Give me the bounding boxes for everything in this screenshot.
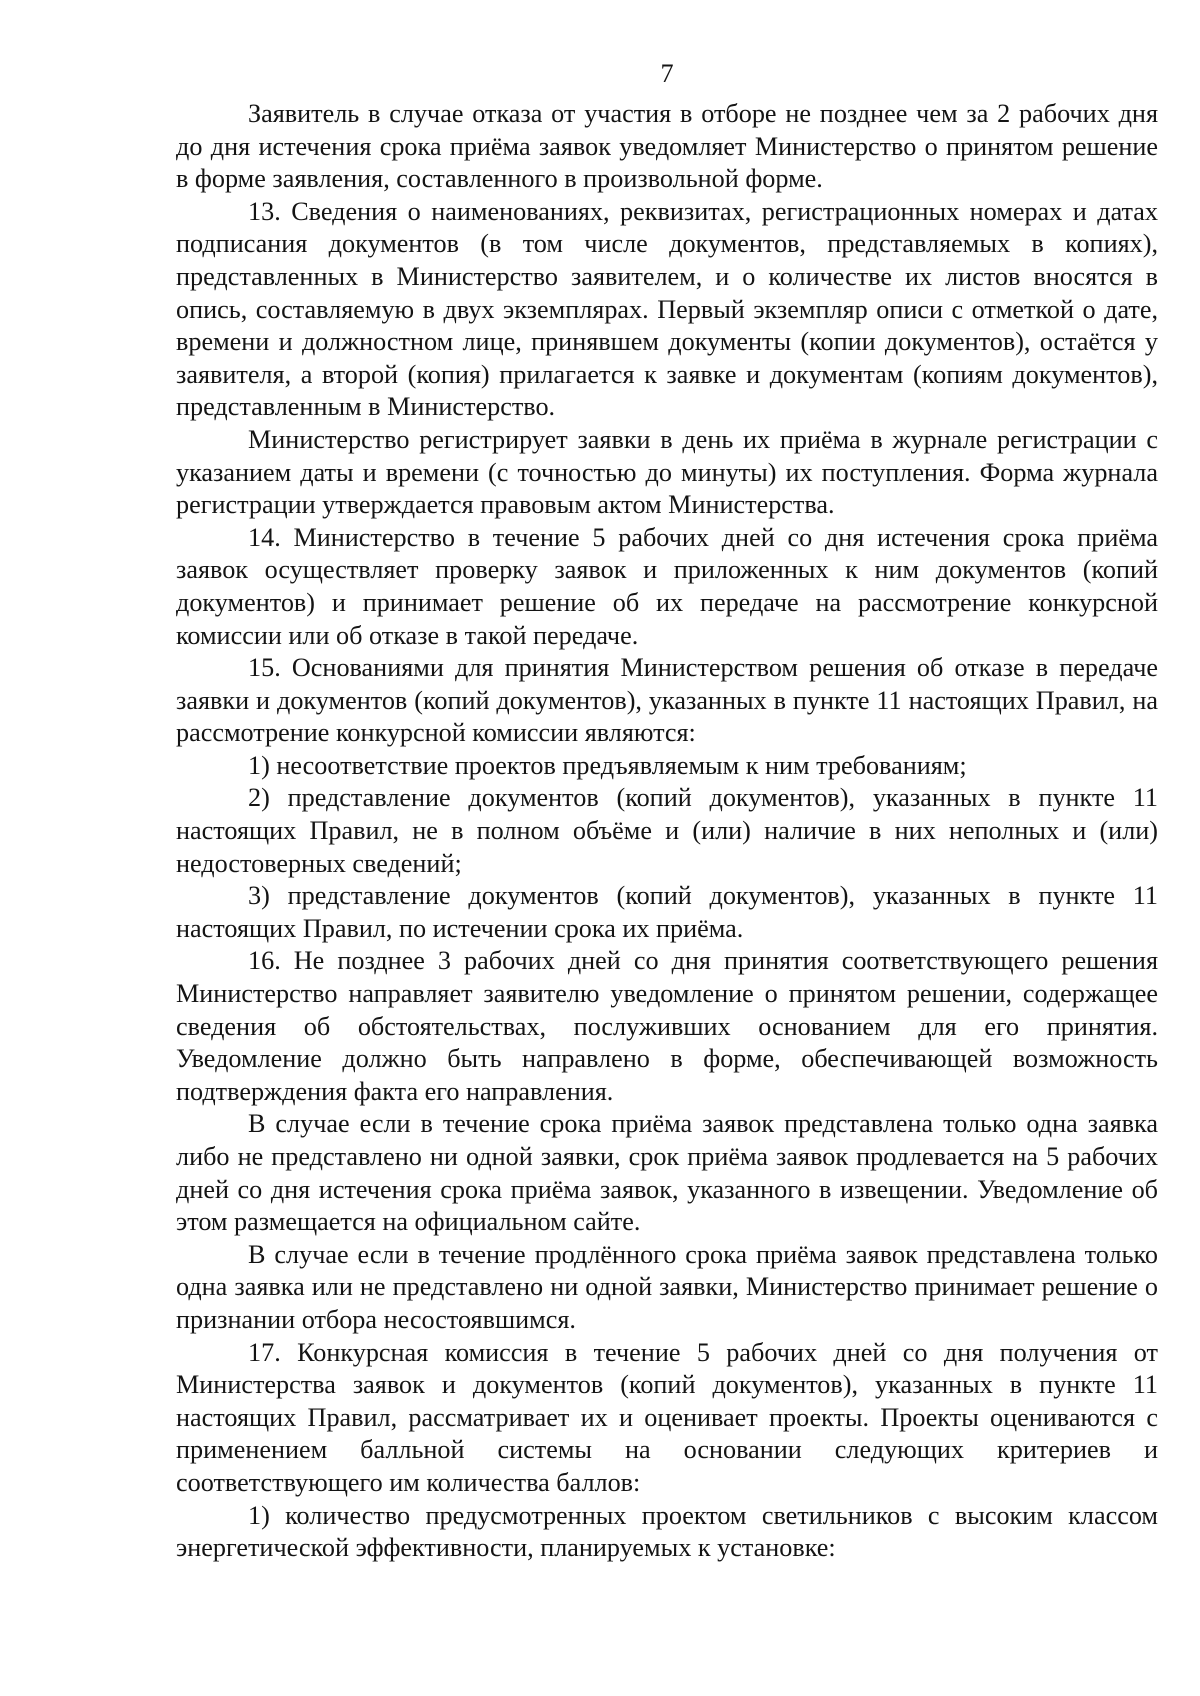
list-item-ground-1: 1) несоответствие проектов предъявляемым к ним требованиям; xyxy=(248,750,967,780)
paragraph-15-refusal-grounds: 15. Основаниями для принятия Министерством решения об отказе в передаче заявки и документов (копий документов), указанных в пункте 11 настоящих Правил, на рассмотрение конкурсной комиссии являются: xyxy=(176,653,1158,748)
paragraph-17-commission: 17. Конкурсная комиссия в течение 5 рабочих дней со дня получения от Министерства заявок и документов (копий документов), указанных в пункте 11 настоящих Правил, рассматривает их и оценивает проекты. Проекты оцениваются с применением балльной системы на основании следующих критериев и соответствующего им количества баллов: xyxy=(176,1337,1158,1497)
document-page xyxy=(176,58,1158,1565)
list-item-ground-2: 2) представление документов (копий документов), указанных в пункте 11 настоящих Правил, не в полном объёме и (или) наличие в них неполных и (или) недостоверных сведений; xyxy=(176,783,1158,878)
paragraph-single-application: В случае если в течение срока приёма заявок представлена только одна заявка либо не представлено ни одной заявки, срок приёма заявок продлевается на 5 рабочих дней со дня истечения срока приёма заявок, указанного в извещении. Уведомление об этом размещается на официальном сайте. xyxy=(176,1109,1158,1237)
page-number: 7 xyxy=(660,59,674,88)
paragraph-extended-period: В случае если в течение продлённого срока приёма заявок представлена только одна заявка или не представлено ни одной заявки, Министерство принимает решение о признании отбора несостоявшимся. xyxy=(176,1239,1158,1334)
paragraph-13-inventory: 13. Сведения о наименованиях, реквизитах, регистрационных номерах и датах подписания документов (в том числе документов, представляемых в копиях), представленных в Министерство заявителем, и о количестве их листов вносятся в опись, составляемую в двух экземплярах. Первый экземпляр описи с отметкой о дате, времени и должностном лице, принявшем документы (копии документов), остаётся у заявителя, а второй (копия) прилагается к заявке и документам (копиям документов), представленным в Министерство. xyxy=(176,196,1158,422)
paragraph-16-notification: 16. Не позднее 3 рабочих дней со дня принятия соответствующего решения Министерство направляет заявителю уведомление о принятом решении, содержащее сведения об обстоятельствах, послуживших основанием для его принятия. Уведомление должно быть направлено в форме, обеспечивающей возможность подтверждения факта его направления. xyxy=(176,946,1158,1106)
paragraph-withdrawal-notice: Заявитель в случае отказа от участия в отборе не позднее чем за 2 рабочих дня до дня истечения срока приёма заявок уведомляет Министерство о принятом решение в форме заявления, составленного в произвольной форме. xyxy=(176,99,1158,194)
paragraph-14-review: 14. Министерство в течение 5 рабочих дней со дня истечения срока приёма заявок осуществляет проверку заявок и приложенных к ним документов (копий документов) и принимает решение об их передаче на рассмотрение конкурсной комиссии или об отказе в такой передаче. xyxy=(176,522,1158,650)
list-item-criterion-1: 1) количество предусмотренных проектом светильников с высоким классом энергетической эффективности, планируемых к установке: xyxy=(176,1500,1158,1563)
list-item-ground-3: 3) представление документов (копий документов), указанных в пункте 11 настоящих Правил, по истечении срока их приёма. xyxy=(176,881,1158,943)
paragraph-registration-journal: Министерство регистрирует заявки в день их приёма в журнале регистрации с указанием даты и времени (с точностью до минуты) их поступления. Форма журнала регистрации утверждается правовым актом Министерства. xyxy=(176,424,1158,520)
